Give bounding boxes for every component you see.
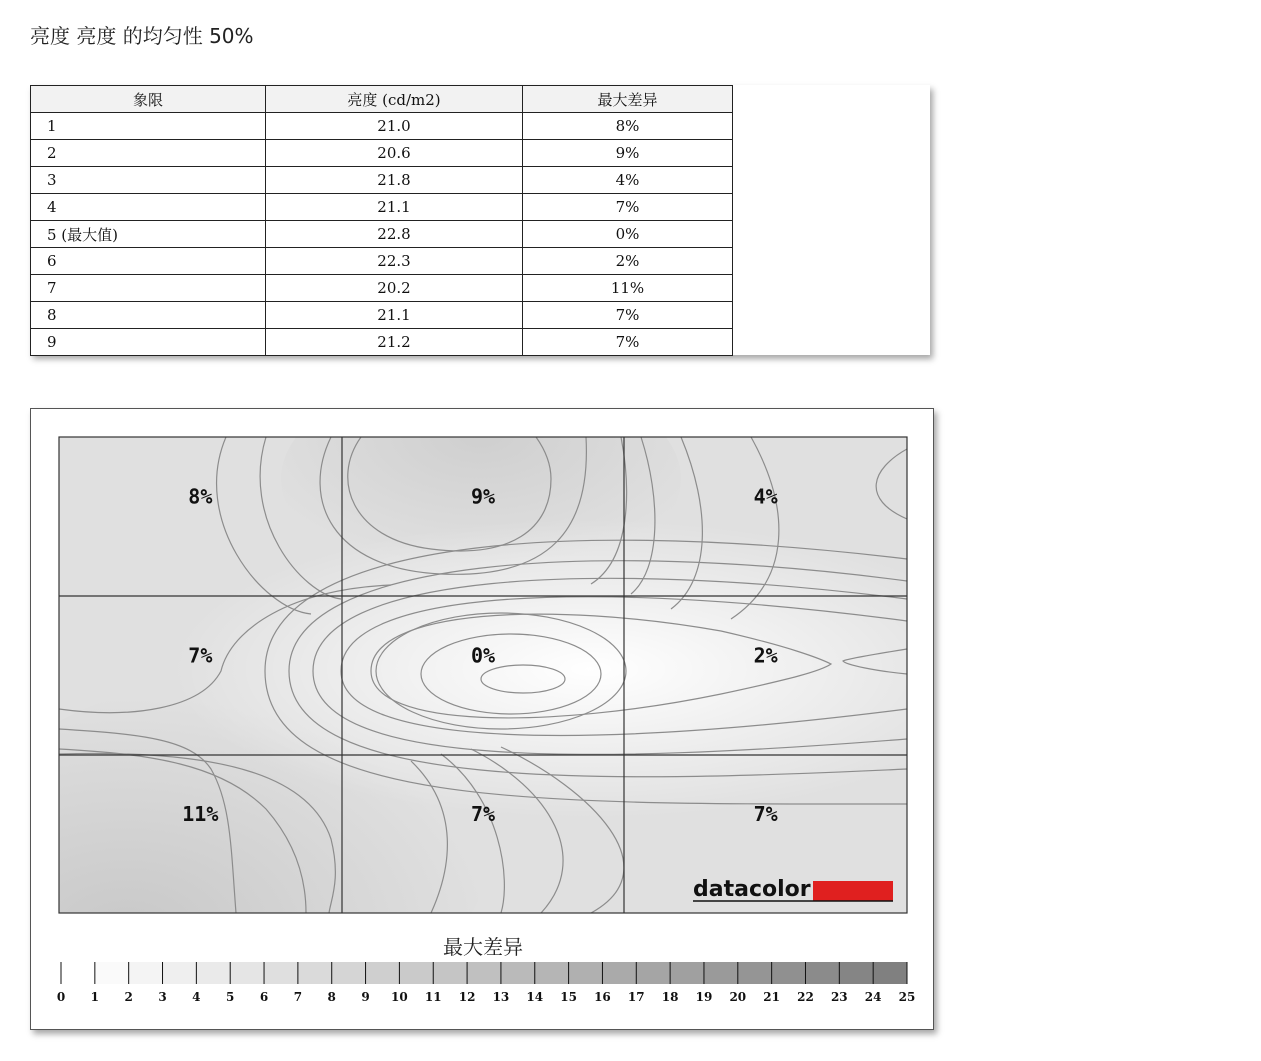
scale-tick-label: 12 [458,990,476,1004]
table-header-row [31,86,733,113]
scale-segment [839,962,873,984]
quadrant-label-2: 9% [470,484,496,509]
scale-segment [636,962,670,984]
scale-segment [670,962,704,984]
table-row [31,275,733,302]
scale-segment [61,962,95,984]
scale-segment [569,962,603,984]
header-luminance: 亮度 (cd/m2) [266,86,523,113]
cell-max-diff: 9% [523,140,733,167]
quadrant-label-3: 4% [753,484,778,509]
scale-segment [332,962,366,984]
table-row [31,329,733,356]
cell-max-diff: 8% [523,113,733,140]
scale-tick-label: 1 [90,990,100,1004]
scale-segment [433,962,467,984]
cell-luminance: 21.1 [266,194,523,221]
scale-tick-label: 20 [729,990,747,1004]
scale-segment [772,962,806,984]
cell-quadrant: 1 [31,113,266,140]
table-row [31,194,733,221]
cell-luminance: 22.3 [266,248,523,275]
cell-luminance: 20.2 [266,275,523,302]
table-row [31,140,733,167]
cell-luminance: 22.8 [266,221,523,248]
cell-max-diff: 7% [523,302,733,329]
cell-quadrant: 2 [31,140,266,167]
scale-tick-label: 5 [226,990,235,1004]
scale-tick-label: 2 [124,990,133,1004]
luminance-table [30,85,733,356]
page-title: 亮度 亮度 的均匀性 50% [30,24,254,48]
quadrant-label-6: 2% [753,643,778,668]
scale-tick-label: 23 [830,990,848,1004]
scale-tick-label: 7 [293,990,303,1004]
cell-max-diff: 0% [523,221,733,248]
quadrant-label-4: 7% [188,643,213,668]
logo-red-bar [813,881,893,901]
uniformity-map [31,409,933,1029]
scale-tick-label: 25 [898,990,916,1004]
cell-max-diff: 11% [523,275,733,302]
scale-segment [230,962,264,984]
cell-luminance: 21.0 [266,113,523,140]
scale-tick-label: 18 [661,990,679,1004]
cell-quadrant: 3 [31,167,266,194]
luminance-table-panel [30,85,930,355]
scale-tick-label: 9 [361,990,370,1004]
scale-segment [602,962,636,984]
uniformity-map-panel [30,408,934,1030]
cell-quadrant: 9 [31,329,266,356]
scale-segment [704,962,738,984]
scale-segment [366,962,400,984]
scale-tick-label: 24 [864,990,882,1004]
scale-segment [264,962,298,984]
cell-quadrant: 8 [31,302,266,329]
table-row [31,248,733,275]
cell-quadrant: 4 [31,194,266,221]
cell-luminance: 21.8 [266,167,523,194]
scale-segment [535,962,569,984]
scale-tick-label: 4 [192,990,201,1004]
table-row [31,167,733,194]
cell-max-diff: 7% [523,194,733,221]
scale-tick-label: 19 [695,990,713,1004]
cell-max-diff: 4% [523,167,733,194]
scale-segment [196,962,230,984]
scale-tick-label: 3 [158,990,167,1004]
scale-tick-label: 17 [627,990,645,1004]
scale-tick-label: 0 [56,990,66,1004]
header-quadrant: 象限 [31,86,266,113]
cell-luminance: 21.2 [266,329,523,356]
cell-quadrant: 7 [31,275,266,302]
scale-segment [399,962,433,984]
cell-max-diff: 2% [523,248,733,275]
scale-tick-label: 10 [391,990,408,1004]
header-max-diff: 最大差异 [523,86,733,113]
quadrant-label-7: 11% [182,801,219,826]
scale-tick-label: 15 [560,990,577,1004]
scale-segment [501,962,535,984]
table-row [31,113,733,140]
cell-luminance: 20.6 [266,140,523,167]
scale-segment [95,962,129,984]
scale-tick-label: 6 [259,990,269,1004]
scale-tick-label: 11 [424,990,442,1004]
scale-tick-label: 13 [492,990,510,1004]
scale-tick-label: 22 [797,990,814,1004]
scale-segment [873,962,907,984]
table-row [31,302,733,329]
scale-segment [129,962,163,984]
scale-title: 最大差异 [443,935,523,959]
scale-segment [805,962,839,984]
scale-segment [298,962,332,984]
cell-quadrant: 5 (最大值) [31,221,266,248]
quadrant-label-5: 0% [470,643,496,668]
color-scale [57,962,916,1004]
quadrant-label-9: 7% [753,801,778,826]
cell-luminance: 21.1 [266,302,523,329]
scale-segment [738,962,772,984]
scale-tick-label: 14 [526,990,544,1004]
scale-tick-label: 21 [763,990,780,1004]
quadrant-label-8: 7% [470,801,496,826]
logo-text: datacolor [693,877,811,902]
cell-quadrant: 6 [31,248,266,275]
scale-segment [467,962,501,984]
cell-max-diff: 7% [523,329,733,356]
quadrant-label-1: 8% [188,484,213,509]
scale-tick-label: 16 [594,990,611,1004]
scale-tick-label: 8 [327,990,336,1004]
scale-segment [163,962,197,984]
table-row [31,221,733,248]
